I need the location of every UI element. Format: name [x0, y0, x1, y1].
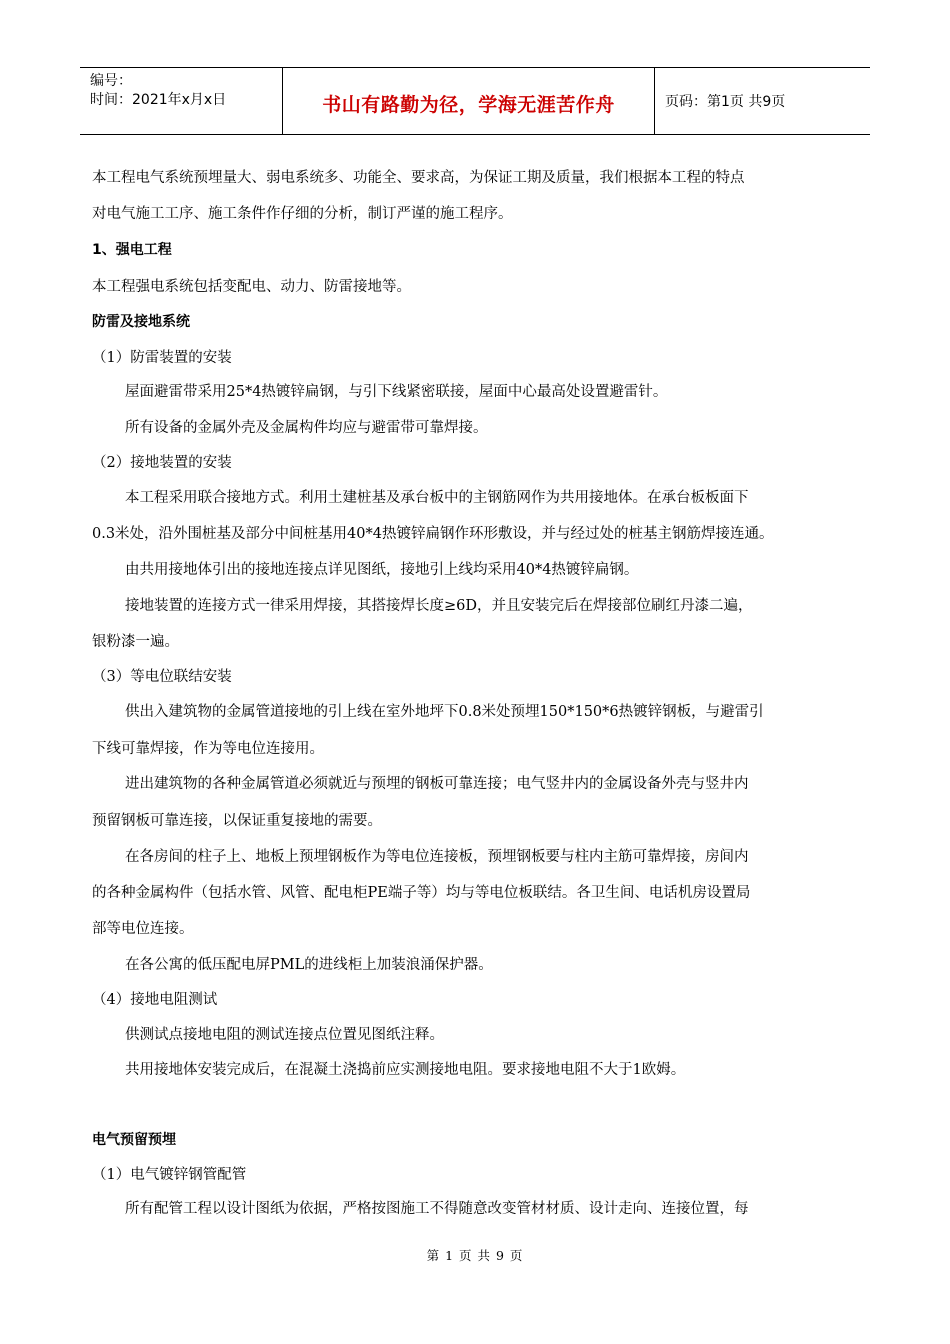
header-page: 页码：第1页 共9页	[665, 94, 786, 110]
body-line: 本工程强电系统包括变配电、动力、防雷接地等。	[92, 279, 411, 295]
body-line: 下线可靠焊接，作为等电位连接用。	[92, 741, 324, 757]
page-footer: 第 1 页 共 9 页	[426, 1248, 524, 1263]
body-line: 供出入建筑物的金属管道接地的引上线在室外地坪下0.8米处预埋150*150*6热镀锌钢板，与避雷引	[125, 704, 764, 720]
body-line: （3）等电位联结安装	[92, 669, 232, 685]
body-line: 本工程电气系统预埋量大、弱电系统多、功能全、要求高，为保证工期及质量，我们根据本工程的特点	[92, 170, 745, 186]
section-heading: 电气预留预埋	[92, 1132, 176, 1148]
body-line: 在各房间的柱子上、地板上预埋钢板作为等电位连接板，预埋钢板要与柱内主筋可靠焊接，房间内	[125, 849, 749, 865]
body-line: 共用接地体安装完成后，在混凝土浇捣前应实测接地电阻。要求接地电阻不大于1欧姆。	[125, 1062, 686, 1078]
body-line: 进出建筑物的各种金属管道必须就近与预埋的钢板可靠连接；电气竖井内的金属设备外壳与竖井内	[125, 776, 749, 792]
body-line: 银粉漆一遍。	[92, 634, 179, 650]
body-line: （1）电气镀锌钢管配管	[92, 1167, 247, 1183]
body-line: 0.3米处，沿外围桩基及部分中间桩基用40*4热镀锌扁钢作环形敷设，并与经过处的桩基主钢筋焊接连通。	[92, 526, 774, 542]
header-number: 编号：	[90, 73, 132, 89]
document-header	[80, 67, 870, 135]
header-time: 时间：2021年x月x日	[90, 92, 227, 108]
header-meta	[80, 68, 283, 134]
body-line: 预留钢板可靠连接，以保证重复接地的需要。	[92, 813, 382, 829]
header-motto: 书山有路勤为径，学海无涯苦作舟	[283, 68, 655, 134]
body-line: 供测试点接地电阻的测试连接点位置见图纸注释。	[125, 1027, 444, 1043]
body-line: 本工程采用联合接地方式。利用土建桩基及承台板中的主钢筋网作为共用接地体。在承台板板面下	[125, 490, 749, 506]
body-line: 的各种金属构件（包括水管、风管、配电柜PE端子等）均与等电位板联结。各卫生间、电话机房设置局	[92, 885, 751, 901]
body-line: 所有配管工程以设计图纸为依据，严格按图施工不得随意改变管材材质、设计走向、连接位置，每	[125, 1201, 749, 1217]
body-line: 屋面避雷带采用25*4热镀锌扁钢，与引下线紧密联接，屋面中心最高处设置避雷针。	[125, 384, 668, 400]
body-line: （4）接地电阻测试	[92, 992, 218, 1008]
body-line: 在各公寓的低压配电屏PML的进线柜上加装浪涌保护器。	[125, 957, 493, 973]
section-heading: 防雷及接地系统	[92, 314, 190, 330]
body-line: 对电气施工工序、施工条件作仔细的分析，制订严谨的施工程序。	[92, 206, 513, 222]
body-line: 由共用接地体引出的接地连接点详见图纸，接地引上线均采用40*4热镀锌扁钢。	[125, 562, 639, 578]
body-line: 所有设备的金属外壳及金属构件均应与避雷带可靠焊接。	[125, 420, 488, 436]
body-line: （2）接地装置的安装	[92, 455, 232, 471]
section-heading: 1、强电工程	[92, 242, 172, 258]
body-line: （1）防雷装置的安装	[92, 350, 232, 366]
body-line: 部等电位连接。	[92, 921, 194, 937]
body-line: 接地装置的连接方式一律采用焊接，其搭接焊长度≥6D，并且安装完后在焊接部位刷红丹漆二遍，	[125, 598, 753, 614]
